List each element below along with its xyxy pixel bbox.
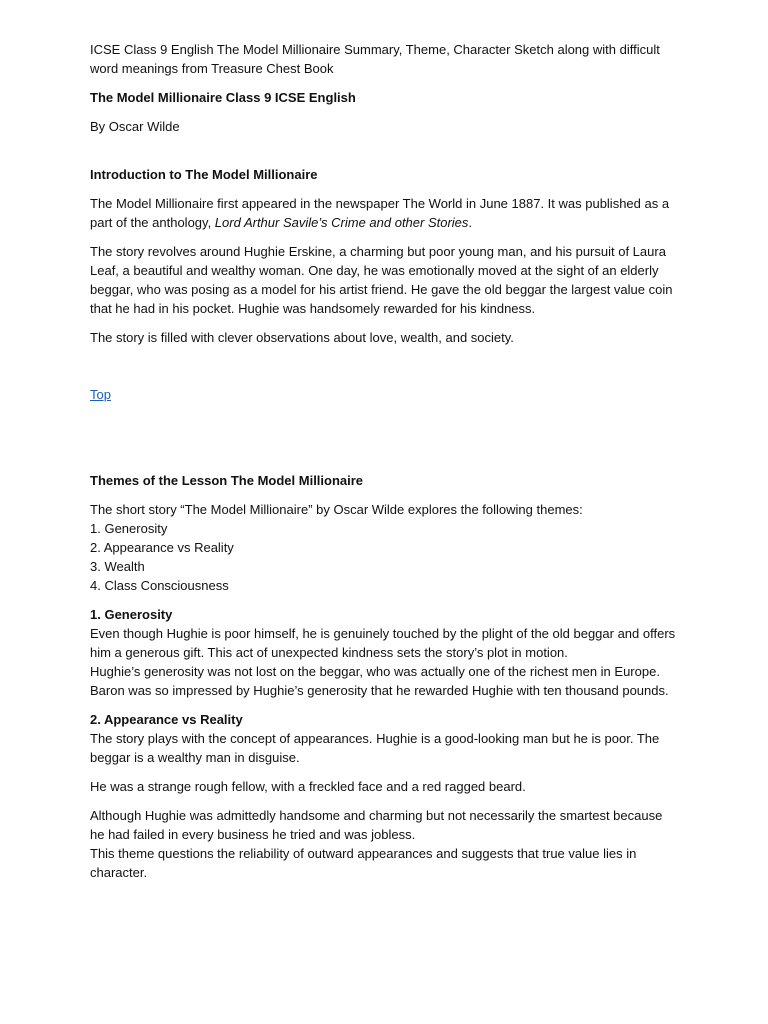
generosity-text-2: Hughie’s generosity was not lost on the beggar, who was actually one of the richest men in Europe. [90, 664, 660, 679]
document-subtitle: The Model Millionaire Class 9 ICSE English [90, 90, 356, 105]
generosity-section [90, 605, 680, 700]
author-line: By Oscar Wilde [90, 119, 180, 134]
list-item: 4. Class Consciousness [90, 578, 229, 593]
list-item: 2. Appearance vs Reality [90, 540, 234, 555]
appearance-text-1: The story plays with the concept of appearances. Hughie is a good-looking man but he is poor. The beggar is a wealthy man in disguise. [90, 731, 660, 765]
intro-paragraph-1 [90, 194, 680, 232]
appearance-text-2: Although Hughie was admittedly handsome and charming but not necessarily the smartest because he had failed in every business he tried and was jobless. [90, 808, 663, 842]
generosity-text-3: Baron was so impressed by Hughie’s generosity that he rewarded Hughie with ten thousand pounds. [90, 683, 669, 698]
document-body [90, 40, 680, 882]
generosity-heading: 1. Generosity [90, 607, 173, 622]
themes-intro: The short story “The Model Millionaire” by Oscar Wilde explores the following themes: [90, 502, 583, 517]
intro-p1-text: The Model Millionaire first appeared in the newspaper The World in June 1887. It was published as a part of the anthology, [90, 196, 670, 230]
list-item: 1. Generosity [90, 521, 168, 536]
intro-paragraph-2: The story revolves around Hughie Erskine, a charming but poor young man, and his pursuit of Laura Leaf, a beautiful and wealthy woman. One day, he was emotionally moved at the sight of an elderly beggar, who was posing as a model for his artist friend. He gave the old beggar the largest value coin that he had in his pocket. Hughie was handsomely rewarded for his kindness. [90, 244, 673, 316]
list-item: 3. Wealth [90, 559, 145, 574]
intro-p1-end: . [468, 215, 473, 230]
appearance-heading: 2. Appearance vs Reality [90, 712, 243, 727]
appearance-text-3: This theme questions the reliability of outward appearances and suggests that true value lies in character. [90, 846, 637, 880]
top-link[interactable]: Top [90, 387, 111, 402]
intro-paragraph-3: The story is filled with clever observations about love, wealth, and society. [90, 330, 514, 345]
top-link-container [90, 385, 680, 404]
intro-heading: Introduction to The Model Millionaire [90, 167, 318, 182]
anthology-title: Lord Arthur Savile’s Crime and other Stories [214, 215, 469, 230]
appearance-section [90, 710, 680, 767]
themes-heading: Themes of the Lesson The Model Millionaire [90, 473, 364, 488]
page-title: ICSE Class 9 English The Model Millionaire Summary, Theme, Character Sketch along with difficult word meanings from Treasure Chest Book [90, 42, 660, 76]
themes-list [90, 519, 680, 595]
appearance-quote: He was a strange rough fellow, with a freckled face and a red ragged beard. [90, 779, 526, 794]
generosity-text-1: Even though Hughie is poor himself, he is genuinely touched by the plight of the old beggar and offers him a generous gift. This act of unexpected kindness sets the story’s plot in motion. [90, 626, 676, 660]
appearance-closing [90, 806, 680, 882]
